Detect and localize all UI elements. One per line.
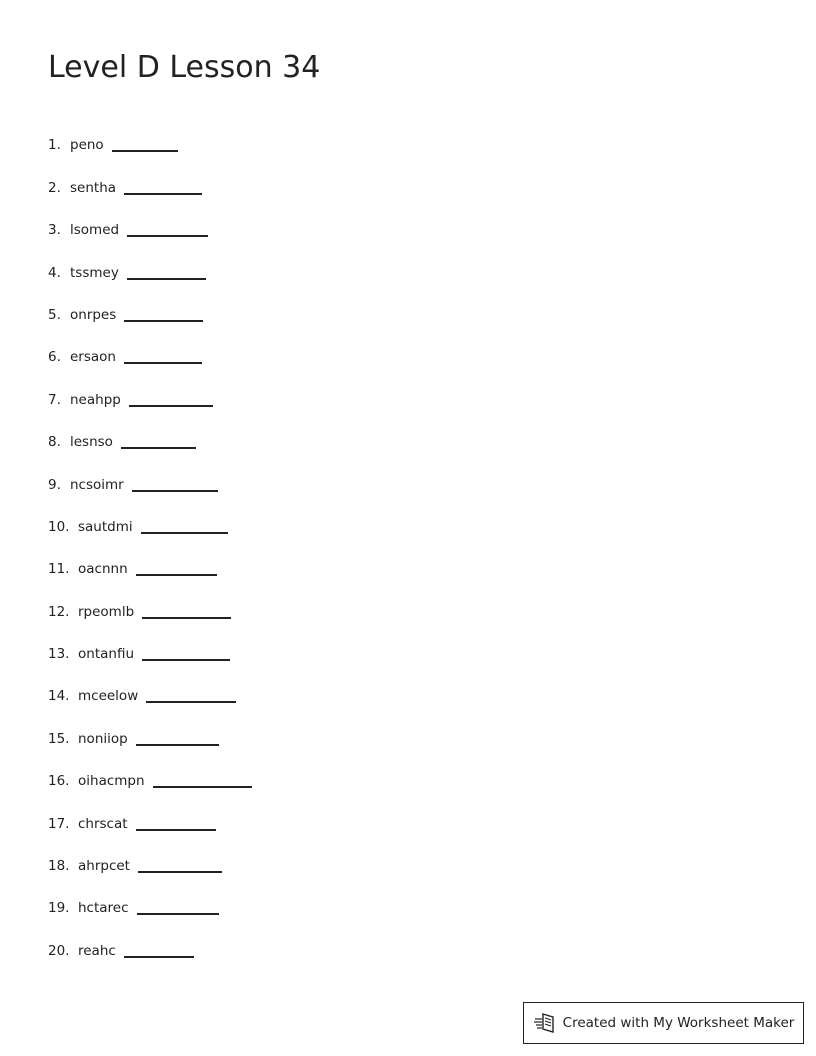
item-number: 6. xyxy=(48,349,61,366)
worksheet-maker-logo-icon xyxy=(533,1011,557,1035)
answer-blank[interactable] xyxy=(141,532,228,534)
answer-blank[interactable] xyxy=(153,786,252,788)
scrambled-word: reahc xyxy=(78,942,116,959)
created-with-label: Created with My Worksheet Maker xyxy=(562,1015,795,1031)
list-item xyxy=(48,752,252,794)
scrambled-word: neahpp xyxy=(70,391,121,408)
scrambled-word: tssmey xyxy=(70,264,119,281)
item-number: 1. xyxy=(48,137,61,154)
item-number: 5. xyxy=(48,306,61,323)
answer-blank[interactable] xyxy=(124,193,202,195)
answer-blank[interactable] xyxy=(142,617,231,619)
scrambled-word: ontanfiu xyxy=(78,646,134,663)
scrambled-word: oacnnn xyxy=(78,561,128,578)
list-item xyxy=(48,540,252,582)
answer-blank[interactable] xyxy=(137,913,219,915)
scrambled-word: rpeomlb xyxy=(78,603,135,620)
list-item xyxy=(48,243,252,285)
answer-blank[interactable] xyxy=(127,278,206,280)
item-number: 19. xyxy=(48,900,70,917)
item-number: 15. xyxy=(48,730,70,747)
answer-blank[interactable] xyxy=(146,701,236,703)
item-number: 16. xyxy=(48,773,70,790)
list-item xyxy=(48,116,252,158)
scrambled-word: noniiop xyxy=(78,730,128,747)
item-number: 4. xyxy=(48,264,61,281)
scrambled-word: oihacmpn xyxy=(78,773,145,790)
item-number: 7. xyxy=(48,391,61,408)
item-number: 10. xyxy=(48,518,70,535)
scrambled-word: lsomed xyxy=(70,222,120,239)
answer-blank[interactable] xyxy=(124,956,194,958)
scrambled-word: ahrpcet xyxy=(78,858,130,875)
answer-blank[interactable] xyxy=(136,744,219,746)
item-number: 3. xyxy=(48,222,61,239)
item-number: 18. xyxy=(48,858,70,875)
item-number: 12. xyxy=(48,603,70,620)
item-number: 2. xyxy=(48,179,61,196)
answer-blank[interactable] xyxy=(124,320,203,322)
answer-blank[interactable] xyxy=(132,490,218,492)
item-number: 17. xyxy=(48,815,70,832)
scrambled-word: chrscat xyxy=(78,815,128,832)
list-item xyxy=(48,837,252,879)
answer-blank[interactable] xyxy=(124,362,202,364)
list-item xyxy=(48,455,252,497)
list-item xyxy=(48,582,252,624)
list-item xyxy=(48,498,252,540)
list-item xyxy=(48,625,252,667)
list-item xyxy=(48,370,252,412)
answer-blank[interactable] xyxy=(127,235,208,237)
answer-blank[interactable] xyxy=(142,659,230,661)
list-item xyxy=(48,158,252,200)
list-item xyxy=(48,201,252,243)
scrambled-word: ersaon xyxy=(70,349,116,366)
scrambled-word: mceelow xyxy=(78,688,139,705)
scrambled-word: ncsoimr xyxy=(70,476,124,493)
answer-blank[interactable] xyxy=(136,829,216,831)
answer-blank[interactable] xyxy=(112,150,178,152)
item-number: 8. xyxy=(48,434,61,451)
answer-blank[interactable] xyxy=(129,405,213,407)
list-item xyxy=(48,921,252,963)
scrambled-word: lesnso xyxy=(70,434,113,451)
item-number: 20. xyxy=(48,942,70,959)
item-number: 11. xyxy=(48,561,70,578)
list-item xyxy=(48,328,252,370)
scrambled-word: onrpes xyxy=(70,306,117,323)
created-with-badge[interactable] xyxy=(523,1002,804,1044)
answer-blank[interactable] xyxy=(121,447,196,449)
answer-blank[interactable] xyxy=(136,574,217,576)
list-item xyxy=(48,667,252,709)
item-number: 9. xyxy=(48,476,61,493)
scrambled-word: sautdmi xyxy=(78,518,133,535)
item-number: 14. xyxy=(48,688,70,705)
list-item xyxy=(48,879,252,921)
page-title: Level D Lesson 34 xyxy=(48,50,321,85)
scrambled-word-list xyxy=(48,116,252,964)
list-item xyxy=(48,709,252,751)
scrambled-word: peno xyxy=(70,137,104,154)
item-number: 13. xyxy=(48,646,70,663)
list-item xyxy=(48,413,252,455)
list-item xyxy=(48,286,252,328)
scrambled-word: sentha xyxy=(70,179,117,196)
answer-blank[interactable] xyxy=(138,871,222,873)
list-item xyxy=(48,794,252,836)
scrambled-word: hctarec xyxy=(78,900,129,917)
